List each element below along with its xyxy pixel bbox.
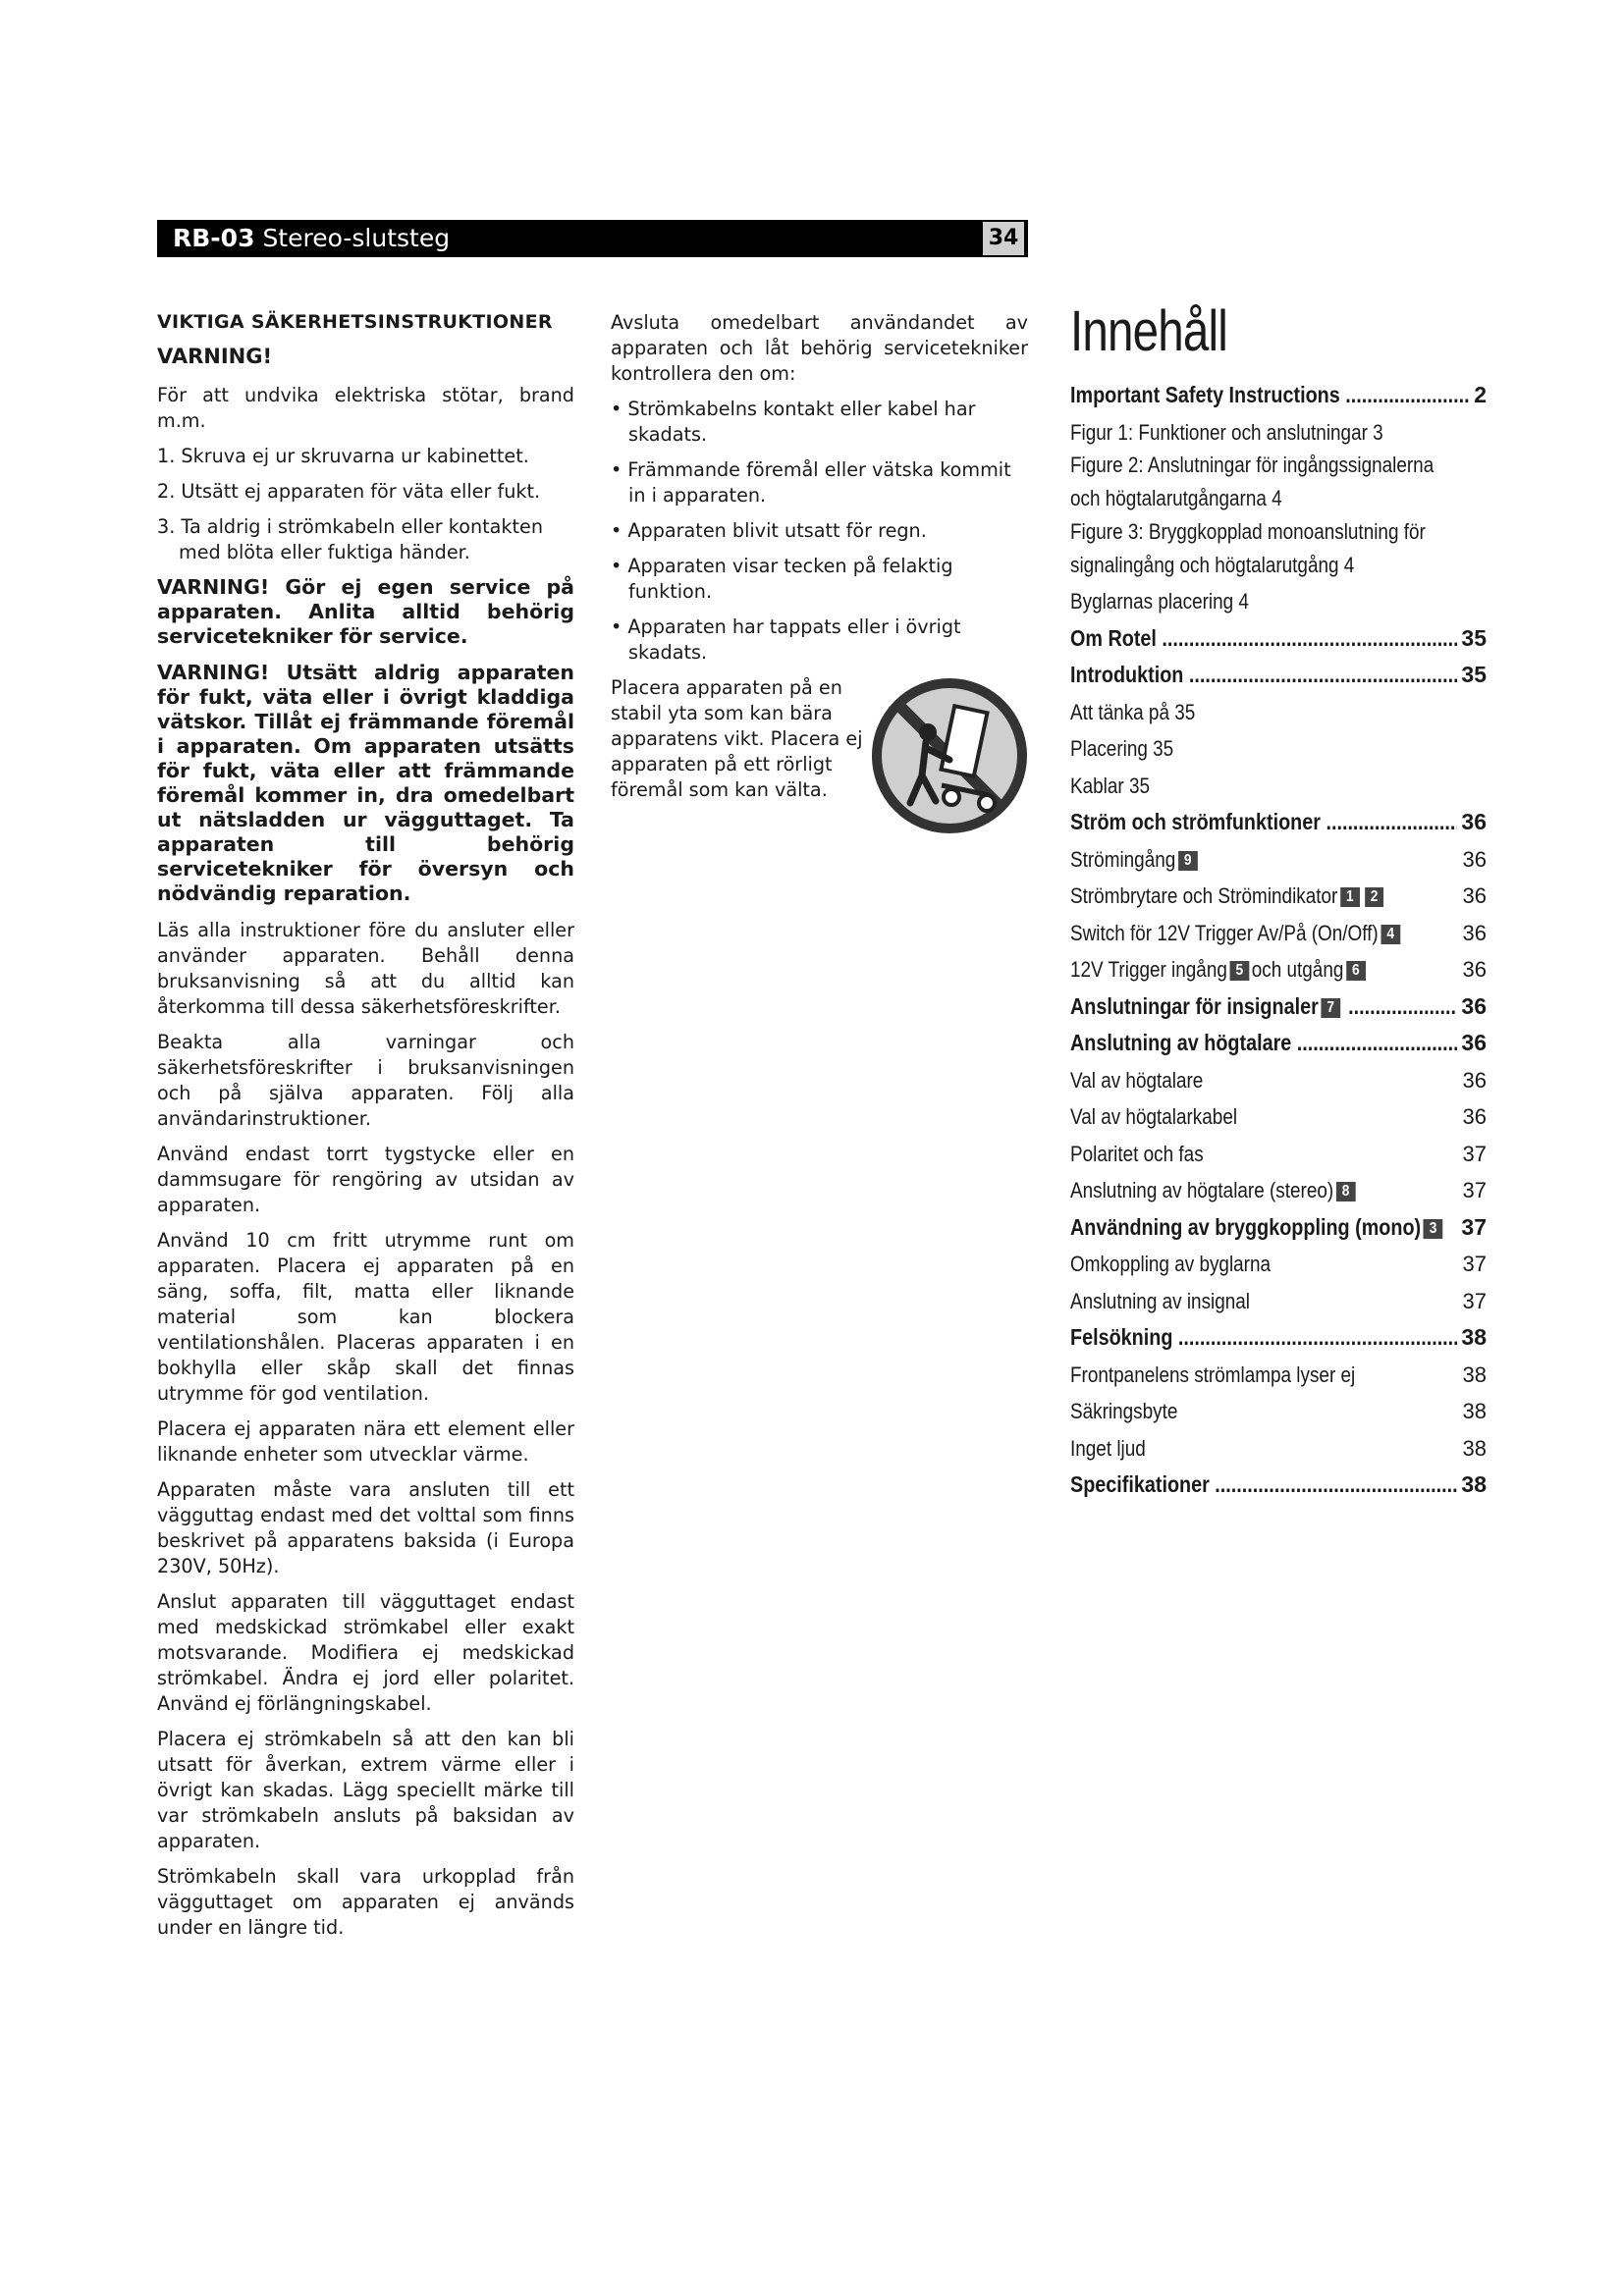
- toc-entry-label: [1070, 583, 1249, 620]
- toc-entry-text: Byglarnas placering 4: [1070, 589, 1249, 614]
- toc-entry: [1070, 1098, 1487, 1136]
- cart-warning-icon: [871, 677, 1028, 834]
- list-item: • Apparaten blivit utsatt för regn.: [611, 519, 927, 542]
- toc-entry: [1070, 768, 1487, 805]
- toc-page-number: 38: [1457, 1319, 1487, 1357]
- toc-entry-text: Anslutningar för insignaler: [1070, 992, 1319, 1019]
- page-number: 34: [983, 222, 1024, 255]
- safety-heading: VIKTIGA SÄKERHETSINSTRUKTIONER: [157, 311, 553, 333]
- paragraph: Läs alla instruktioner före du ansluter eller använder apparaten. Behåll denna bruksanvisning så att du alltid kan återkomma till dessa säkerhetsföreskrifter.: [157, 919, 574, 1018]
- toc-entry-label: [1070, 517, 1426, 547]
- toc-entry: [1070, 804, 1487, 841]
- toc-entry-label: [1070, 1467, 1487, 1504]
- toc-entry-text: Introduktion: [1070, 662, 1184, 687]
- inspection-intro: Avsluta omedelbart användandet av apparaten och låt behörig servicetekniker kontrollera den om:: [611, 311, 1028, 385]
- toc-entry: [1070, 988, 1487, 1026]
- header-title: [173, 222, 450, 255]
- list-item: 3. Ta aldrig i strömkabeln eller kontakten med blöta eller fuktiga händer.: [157, 515, 543, 563]
- toc-page-number: 36: [1457, 988, 1487, 1026]
- cart-text: Placera apparaten på en stabil yta som kan bära apparatens vikt. Placera ej apparaten på ett rörligt föremål som kan välta.: [611, 676, 863, 801]
- toc-list: [1070, 377, 1487, 1504]
- toc-page-number: 36: [1459, 841, 1487, 879]
- toc-entry-label: [1070, 480, 1282, 517]
- paragraph: Strömkabeln skall vara urkopplad från vägguttaget om apparaten ej används under en längre tid.: [157, 1865, 574, 1939]
- toc-entry-text: Inget ljud: [1070, 1435, 1146, 1461]
- toc-entry-text: Figure 2: Anslutningar för ingångssignalerna: [1070, 453, 1435, 477]
- cart-section: [611, 675, 1028, 803]
- toc-entry-label: [1070, 878, 1386, 915]
- toc-entry-text: Polaritet och fas: [1070, 1141, 1204, 1166]
- paragraph: Beakta alla varningar och säkerhetsföreskrifter i bruksanvisningen och på själva apparaten. Följ alla användarinstruktioner.: [157, 1031, 574, 1130]
- toc-entry: [1070, 730, 1487, 768]
- safety-column: [157, 310, 574, 1950]
- toc-entry: [1070, 1062, 1487, 1099]
- toc-page-number: 36: [1459, 1062, 1487, 1099]
- toc-page-number: 35: [1457, 657, 1487, 694]
- toc-page-number: 36: [1459, 878, 1487, 915]
- toc-entry-label: [1070, 915, 1403, 952]
- paragraph: Använd endast torrt tygstycke eller en dammsugare för rengöring av utsidan av apparaten.: [157, 1143, 574, 1216]
- toc-entry-text: Ström och strömfunktioner: [1070, 809, 1321, 834]
- toc-entry: [1070, 1393, 1487, 1430]
- toc-entry-text: 12V Trigger ingång: [1070, 957, 1227, 982]
- toc-entry: [1070, 1319, 1487, 1357]
- model-name: RB-03: [173, 224, 255, 252]
- figure-callout-badge: 9: [1178, 851, 1198, 871]
- toc-page-number: 35: [1457, 620, 1487, 658]
- safety-intro: För att undvika elektriska stötar, brand m.m.: [157, 384, 574, 432]
- toc-entry-label: [1070, 1393, 1177, 1430]
- toc-entry: [1070, 517, 1487, 547]
- toc-entry-text: Frontpanelens strömlampa lyser ej: [1070, 1362, 1356, 1387]
- toc-entry: [1070, 694, 1487, 731]
- toc-entry-label: [1070, 768, 1150, 805]
- toc-entry-text: Kablar 35: [1070, 773, 1151, 798]
- toc-entry: [1070, 583, 1487, 620]
- toc-entry-text: Switch för 12V Trigger Av/På (On/Off): [1070, 920, 1379, 945]
- toc-entry-text: Omkoppling av byglarna: [1070, 1252, 1272, 1276]
- toc-title: Innehåll: [1070, 299, 1228, 363]
- toc-page-number: 37: [1457, 1209, 1487, 1247]
- toc-entry-text: och högtalarutgångarna 4: [1070, 486, 1282, 510]
- toc-entry-label: [1070, 1025, 1487, 1062]
- toc-page-number: 37: [1459, 1283, 1487, 1320]
- toc-entry-label: [1070, 1062, 1203, 1099]
- list-item: 1. Skruva ej ur skruvarna ur kabinettet.: [157, 445, 529, 467]
- toc-entry-text: Figure 3: Bryggkopplad monoanslutning för: [1070, 518, 1426, 544]
- toc-page-number: 38: [1459, 1430, 1487, 1468]
- toc-page-number: 36: [1459, 951, 1487, 988]
- toc-entry-text: Säkringsbyte: [1070, 1399, 1178, 1423]
- paragraph: Apparaten måste vara ansluten till ett vägguttag endast med det volttal som finns beskrivet på apparatens baksida (i Europa 230V, 50Hz).: [157, 1478, 574, 1577]
- toc-entry: [1070, 377, 1487, 414]
- header-subtitle: Stereo-slutsteg: [262, 224, 451, 252]
- inspection-column: [611, 310, 1028, 838]
- figure-callout-badge: 1: [1340, 887, 1360, 907]
- toc-entry-label: [1070, 804, 1487, 841]
- toc-page-number: 2: [1470, 377, 1487, 414]
- toc-entry-label: [1070, 620, 1487, 658]
- list-item: • Apparaten visar tecken på felaktig funktion.: [611, 555, 953, 603]
- toc-entry: [1070, 451, 1487, 480]
- toc-entry-label: [1070, 1209, 1445, 1247]
- toc-entry: [1070, 1025, 1487, 1062]
- toc-entry-label: [1070, 694, 1195, 731]
- toc-page-number: 38: [1459, 1393, 1487, 1430]
- toc-entry: [1070, 547, 1487, 584]
- toc-entry-label: [1070, 1283, 1250, 1320]
- list-item: • Apparaten har tappats eller i övrigt skadats.: [611, 615, 961, 664]
- toc-entry-text: Användning av bryggkoppling (mono): [1070, 1213, 1422, 1240]
- toc-entry: [1070, 841, 1487, 879]
- toc-entry-label: [1070, 988, 1487, 1026]
- toc-entry-label: [1070, 1430, 1146, 1468]
- toc-entry-label: [1070, 377, 1487, 414]
- paragraph: Använd 10 cm fritt utrymme runt om apparaten. Placera ej apparaten på en säng, soffa, filt, matta eller liknande material som kan blockera ventilationshålen. Placeras apparaten i en bokhylla eller skåp skall det finnas utrymme för god ventilation.: [157, 1229, 574, 1405]
- toc-page-number: 37: [1459, 1246, 1487, 1283]
- toc-entry-text: Anslutning av högtalare (stereo): [1070, 1178, 1334, 1202]
- toc-entry-text: signalingång och högtalarutgång 4: [1070, 552, 1355, 577]
- toc-entry-text: och utgång: [1251, 957, 1344, 982]
- figure-callout-badge: 5: [1229, 961, 1249, 981]
- toc-entry-text: Val av högtalarkabel: [1070, 1104, 1238, 1129]
- toc-entry-text: Figur 1: Funktioner och anslutningar 3: [1070, 419, 1383, 445]
- toc-entry: [1070, 1430, 1487, 1468]
- toc-entry-label: [1070, 730, 1173, 768]
- paragraph: Placera ej strömkabeln så att den kan bli utsatt för åverkan, extrem värme eller i övrigt kan skadas. Lägg speciellt märke till var strömkabeln ansluts på baksidan av apparaten.: [157, 1728, 574, 1852]
- toc-entry-label: [1070, 547, 1354, 584]
- toc-entry-label: [1070, 841, 1200, 879]
- toc-entry: [1070, 915, 1487, 952]
- moisture-warning: VARNING! Utsätt aldrig apparaten för fukt, väta eller i övrigt kladdiga vätskor. Tillåt ej främmande föremål i apparaten. Om apparaten utsätts för fukt, väta eller att främmande föremål kommer in, dra omedelbart ut nätsladden ur vägguttaget. Ta apparaten till behörig servicetekniker för översyn och nödvändig reparation.: [157, 661, 574, 905]
- toc-entry: [1070, 1209, 1487, 1247]
- toc-page-number: 36: [1457, 804, 1487, 841]
- toc-entry-label: [1070, 1246, 1271, 1283]
- figure-callout-badge: 4: [1380, 925, 1400, 944]
- toc-entry-text: Strömbrytare och Strömindikator: [1070, 883, 1338, 908]
- toc-entry-text: Om Rotel: [1070, 624, 1157, 651]
- list-item: • Främmande föremål eller vätska kommit in i apparaten.: [611, 458, 1011, 507]
- toc-entry-label: [1070, 657, 1487, 694]
- figure-callout-badge: 6: [1346, 961, 1366, 981]
- toc-entry-label: [1070, 1136, 1204, 1173]
- toc-entry-text: Anslutning av högtalare: [1070, 1030, 1292, 1055]
- toc-entry-label: [1070, 414, 1383, 452]
- warning-heading: VARNING!: [157, 345, 273, 368]
- toc-entry-text: Anslutning av insignal: [1070, 1288, 1251, 1313]
- toc-entry: [1070, 657, 1487, 694]
- toc-entry: [1070, 1172, 1487, 1209]
- toc-entry-text: Strömingång: [1070, 846, 1176, 872]
- bullet-list: [611, 397, 1028, 666]
- toc-entry: [1070, 878, 1487, 915]
- toc-entry-label: [1070, 1098, 1237, 1136]
- toc-page-number: 38: [1457, 1467, 1487, 1504]
- toc-entry-text: Important Safety Instructions: [1070, 382, 1340, 407]
- figure-callout-badge: 3: [1424, 1219, 1443, 1239]
- paragraph: Anslut apparaten till vägguttaget endast med medskickad strömkabel eller exakt motsvarande. Modifiera ej medskickad strömkabel. Ändra ej jord eller polaritet. Använd ej förlängningskabel.: [157, 1590, 574, 1715]
- list-item: • Strömkabelns kontakt eller kabel har skadats.: [611, 398, 976, 446]
- toc-entry-label: [1070, 451, 1434, 480]
- toc-entry-label: [1070, 951, 1368, 988]
- paragraph: Placera ej apparaten nära ett element eller liknande enheter som utvecklar värme.: [157, 1417, 574, 1466]
- toc-entry-label: [1070, 1357, 1355, 1394]
- toc-entry: [1070, 951, 1487, 988]
- toc-page-number: 36: [1459, 915, 1487, 952]
- toc-entry: [1070, 414, 1487, 452]
- toc-entry: [1070, 480, 1487, 517]
- toc-entry-text: Val av högtalare: [1070, 1067, 1204, 1093]
- toc-entry-text: Specifikationer: [1070, 1471, 1210, 1497]
- toc-entry-label: [1070, 1172, 1358, 1209]
- toc-entry-text: Felsökning: [1070, 1324, 1173, 1350]
- figure-callout-badge: 8: [1336, 1182, 1356, 1201]
- list-item: 2. Utsätt ej apparaten för väta eller fukt.: [157, 480, 541, 503]
- figure-callout-badge: 2: [1365, 887, 1384, 907]
- toc-page-number: 38: [1459, 1357, 1487, 1394]
- toc-entry: [1070, 1246, 1487, 1283]
- toc-entry: [1070, 1283, 1487, 1320]
- toc-entry-text: Att tänka på 35: [1070, 699, 1196, 724]
- toc-entry-label: [1070, 1319, 1487, 1357]
- toc-entry: [1070, 1136, 1487, 1173]
- toc-page-number: 37: [1459, 1136, 1487, 1173]
- service-warning: VARNING! Gör ej egen service på apparaten. Anlita alltid behörig servicetekniker för service.: [157, 575, 574, 648]
- toc-page-number: 36: [1459, 1098, 1487, 1136]
- toc-entry: [1070, 1357, 1487, 1394]
- figure-callout-badge: 7: [1321, 998, 1340, 1018]
- toc-entry: [1070, 620, 1487, 658]
- toc-entry-text: Placering 35: [1070, 736, 1174, 761]
- numbered-list: [157, 444, 574, 565]
- toc-page-number: 37: [1459, 1172, 1487, 1209]
- toc-page-number: 36: [1457, 1025, 1487, 1062]
- toc-column: [1070, 300, 1487, 1504]
- toc-entry: [1070, 1467, 1487, 1504]
